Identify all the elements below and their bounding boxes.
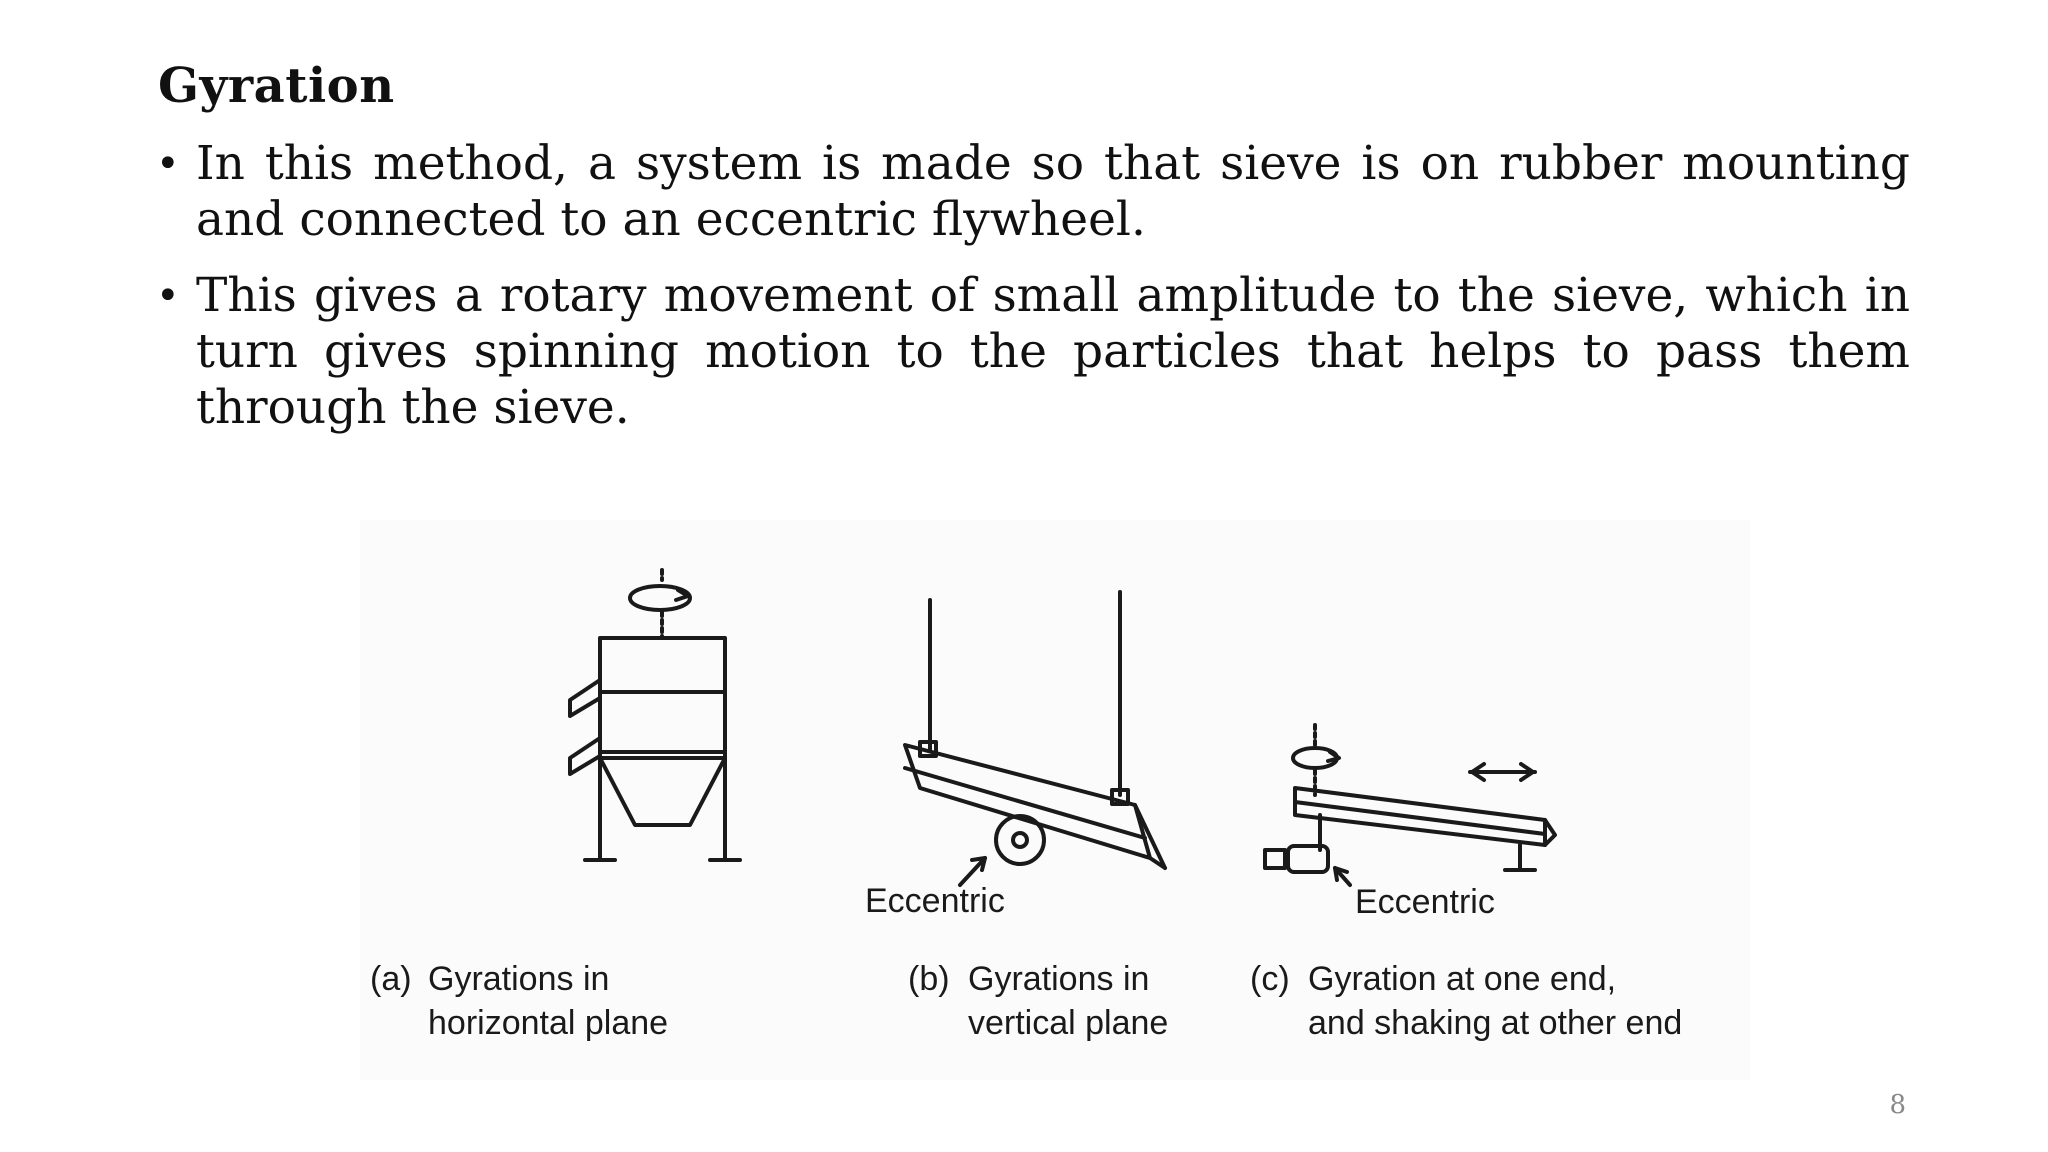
bullet-text: This gives a rotary movement of small amplitude to the sieve, which in turn gives spinning motion to the particles that helps to pass them through the sieve. [196,268,1910,435]
page-number: 8 [1889,1090,1906,1120]
bullet-dot-icon: • [156,273,180,319]
bullet-text: In this method, a system is made so that sieve is on rubber mounting and connected to an eccentric flywheel. [196,136,1910,247]
bullet-dot-icon: • [156,141,180,187]
caption-line: and shaking at other end [1308,1004,1683,1042]
slide-title: Gyration [158,58,395,114]
sieve-gyration-figure [360,520,1750,1080]
eccentric-wheel-icon [996,816,1044,864]
bullet-list [150,136,1910,456]
sieve-diagram [360,520,1750,1080]
caption-line: horizontal plane [428,1004,669,1042]
sieve-stack-horizontal-drawing [570,570,740,860]
sieve-inclined-drawing [1265,725,1555,885]
eccentric-label: Eccentric [865,882,1005,920]
caption-letter: (c) [1250,960,1290,998]
bullet-item [150,268,1910,436]
sieve-vertical-drawing [905,592,1165,885]
caption-line: Gyrations in [968,960,1150,998]
caption-line: Gyration at one end, [1308,960,1617,998]
caption-letter: (b) [908,960,950,998]
bullet-item [150,136,1910,248]
caption-letter: (a) [370,960,412,998]
caption-line: Gyrations in [428,960,610,998]
caption-line: vertical plane [968,1004,1169,1042]
eccentric-label: Eccentric [1355,883,1495,921]
